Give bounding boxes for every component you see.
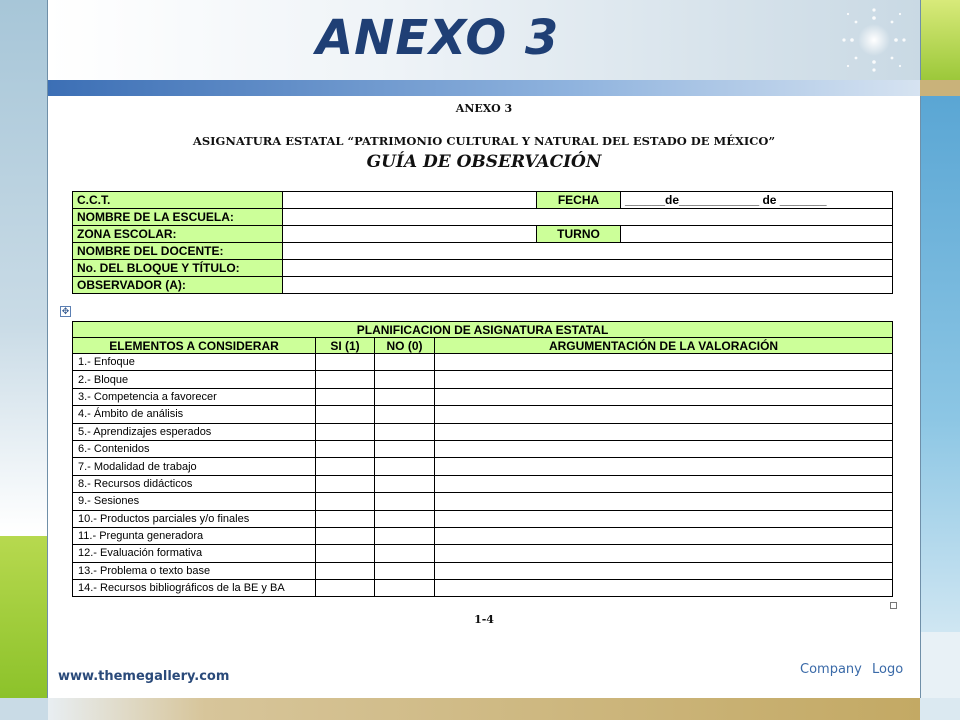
header-elementos: ELEMENTOS A CONSIDERAR	[73, 338, 316, 354]
element-label: 10.- Productos parciales y/o finales	[73, 510, 316, 527]
si-cell[interactable]	[316, 527, 375, 544]
no-cell[interactable]	[375, 406, 435, 423]
planning-title: PLANIFICACION DE ASIGNATURA ESTATAL	[73, 322, 893, 338]
document-anexo-heading: ANEXO 3	[455, 102, 513, 115]
website-url: www.themegallery.com	[58, 669, 230, 684]
slide-title: ANEXO 3	[316, 10, 560, 66]
table-row	[73, 226, 893, 243]
element-label: 1.- Enfoque	[73, 354, 316, 371]
table-row	[73, 458, 893, 475]
si-cell[interactable]	[316, 562, 375, 579]
table-row	[73, 388, 893, 405]
no-cell[interactable]	[375, 562, 435, 579]
argumentacion-cell[interactable]	[435, 440, 893, 457]
observador-label: OBSERVADOR (A):	[73, 277, 283, 294]
table-row	[73, 527, 893, 544]
table-row	[73, 545, 893, 562]
table-row	[73, 440, 893, 457]
si-cell[interactable]	[316, 580, 375, 597]
table-row	[73, 354, 893, 371]
table-row	[73, 371, 893, 388]
table-row	[73, 510, 893, 527]
si-cell[interactable]	[316, 354, 375, 371]
argumentacion-cell[interactable]	[435, 510, 893, 527]
fecha-field[interactable]: ______de____________ de _______	[621, 192, 893, 209]
bottom-right-block	[920, 698, 960, 720]
table-row	[73, 493, 893, 510]
argumentacion-cell[interactable]	[435, 423, 893, 440]
planning-header-row	[73, 338, 893, 354]
table-row	[73, 209, 893, 226]
document-guide-title: GUÍA DE OBSERVACIÓN	[366, 152, 602, 172]
argumentacion-cell[interactable]	[435, 493, 893, 510]
element-label: 5.- Aprendizajes esperados	[73, 423, 316, 440]
table-row	[73, 260, 893, 277]
si-cell[interactable]	[316, 493, 375, 510]
argumentacion-cell[interactable]	[435, 354, 893, 371]
argumentacion-cell[interactable]	[435, 388, 893, 405]
planning-table	[72, 321, 893, 597]
header-si: SI (1)	[316, 338, 375, 354]
no-cell[interactable]	[375, 527, 435, 544]
left-green-block	[0, 536, 48, 698]
no-cell[interactable]	[375, 371, 435, 388]
argumentacion-cell[interactable]	[435, 458, 893, 475]
right-divider	[920, 0, 921, 720]
table-row	[73, 423, 893, 440]
element-label: 6.- Contenidos	[73, 440, 316, 457]
planning-title-row	[73, 322, 893, 338]
si-cell[interactable]	[316, 423, 375, 440]
bloque-field[interactable]	[283, 260, 893, 277]
sparkle-icon	[832, 2, 916, 78]
argumentacion-cell[interactable]	[435, 562, 893, 579]
argumentacion-cell[interactable]	[435, 475, 893, 492]
no-cell[interactable]	[375, 354, 435, 371]
table-row	[73, 192, 893, 209]
argumentacion-cell[interactable]	[435, 527, 893, 544]
document-subject-heading: ASIGNATURA ESTATAL “PATRIMONIO CULTURAL Y NATURAL DEL ESTADO DE MÉXICO”	[192, 134, 776, 148]
element-label: 2.- Bloque	[73, 371, 316, 388]
no-cell[interactable]	[375, 458, 435, 475]
element-label: 8.- Recursos didácticos	[73, 475, 316, 492]
escuela-field[interactable]	[283, 209, 893, 226]
argumentacion-cell[interactable]	[435, 545, 893, 562]
table-move-handle-icon[interactable]: ✥	[61, 306, 70, 316]
table-row	[73, 277, 893, 294]
si-cell[interactable]	[316, 406, 375, 423]
header-no: NO (0)	[375, 338, 435, 354]
argumentacion-cell[interactable]	[435, 580, 893, 597]
element-label: 13.- Problema o texto base	[73, 562, 316, 579]
title-underline-bar	[48, 80, 920, 96]
page-number: 1-4	[474, 613, 494, 626]
no-cell[interactable]	[375, 545, 435, 562]
element-label: 9.- Sesiones	[73, 493, 316, 510]
docente-field[interactable]	[283, 243, 893, 260]
footer-band	[48, 698, 920, 720]
bottom-left-block	[0, 698, 48, 720]
element-label: 12.- Evaluación formativa	[73, 545, 316, 562]
si-cell[interactable]	[316, 440, 375, 457]
table-row	[73, 580, 893, 597]
si-cell[interactable]	[316, 388, 375, 405]
si-cell[interactable]	[316, 475, 375, 492]
si-cell[interactable]	[316, 545, 375, 562]
element-label: 11.- Pregunta generadora	[73, 527, 316, 544]
right-light-block	[921, 632, 960, 698]
table-row	[73, 243, 893, 260]
zona-label: ZONA ESCOLAR:	[73, 226, 283, 243]
si-cell[interactable]	[316, 458, 375, 475]
no-cell[interactable]	[375, 423, 435, 440]
element-label: 4.- Ámbito de análisis	[73, 406, 316, 423]
element-label: 7.- Modalidad de trabajo	[73, 458, 316, 475]
right-blue-block	[921, 96, 960, 632]
si-cell[interactable]	[316, 510, 375, 527]
no-cell[interactable]	[375, 440, 435, 457]
no-cell[interactable]	[375, 388, 435, 405]
escuela-label: NOMBRE DE LA ESCUELA:	[73, 209, 283, 226]
bloque-label: No. DEL BLOQUE Y TÍTULO:	[73, 260, 283, 277]
right-green-block	[921, 0, 960, 80]
company-logo: Company Logo	[800, 662, 904, 677]
element-label: 14.- Recursos bibliográficos de la BE y BA	[73, 580, 316, 597]
element-label: 3.- Competencia a favorecer	[73, 388, 316, 405]
table-row	[73, 562, 893, 579]
docente-label: NOMBRE DEL DOCENTE:	[73, 243, 283, 260]
cct-field[interactable]	[283, 192, 537, 209]
table-row	[73, 475, 893, 492]
school-info-table	[72, 191, 893, 294]
argumentacion-cell[interactable]	[435, 371, 893, 388]
no-cell[interactable]	[375, 510, 435, 527]
turno-field[interactable]	[621, 226, 893, 243]
fecha-label: FECHA	[537, 192, 621, 209]
argumentacion-cell[interactable]	[435, 406, 893, 423]
observador-field[interactable]	[283, 277, 893, 294]
zona-field[interactable]	[283, 226, 537, 243]
no-cell[interactable]	[375, 475, 435, 492]
no-cell[interactable]	[375, 493, 435, 510]
document-page	[48, 96, 920, 636]
turno-label: TURNO	[537, 226, 621, 243]
si-cell[interactable]	[316, 371, 375, 388]
cct-label: C.C.T.	[73, 192, 283, 209]
table-resize-handle[interactable]	[890, 602, 897, 609]
header-argumentacion: ARGUMENTACIÓN DE LA VALORACIÓN	[435, 338, 893, 354]
no-cell[interactable]	[375, 580, 435, 597]
title-bar-corner	[920, 80, 960, 96]
table-row	[73, 406, 893, 423]
